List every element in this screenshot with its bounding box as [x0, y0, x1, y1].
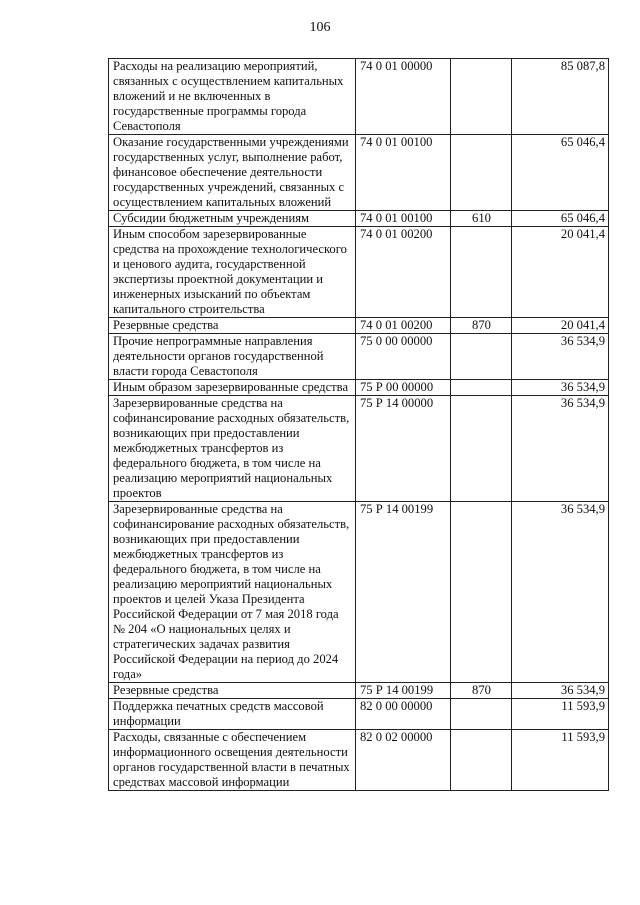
expense-name-cell: Прочие непрограммные направления деятельности органов государственной власти города Севастополя	[109, 334, 356, 380]
page-number: 106	[309, 20, 331, 35]
target-code-cell: 75 Р 00 00000	[356, 380, 451, 396]
table-row	[109, 227, 609, 318]
amount-cell: 36 534,9	[512, 380, 609, 396]
expense-type-cell	[451, 380, 512, 396]
expense-type-cell	[451, 135, 512, 211]
amount-cell: 36 534,9	[512, 334, 609, 380]
amount-cell: 85 087,8	[512, 59, 609, 135]
amount-cell: 65 046,4	[512, 135, 609, 211]
table-row	[109, 683, 609, 699]
table-row	[109, 380, 609, 396]
expense-type-cell	[451, 699, 512, 730]
table-row	[109, 135, 609, 211]
target-code-cell: 75 Р 14 00199	[356, 683, 451, 699]
expense-name-cell: Субсидии бюджетным учреждениям	[109, 211, 356, 227]
expense-name-cell: Расходы на реализацию мероприятий, связанных с осуществлением капитальных вложений и не включенных в государственные программы города Севастополя	[109, 59, 356, 135]
amount-cell: 36 534,9	[512, 396, 609, 502]
expense-name-cell: Иным способом зарезервированные средства на прохождение технологического и ценового аудита, государственной экспертизы проектной документации и инженерных изысканий по объектам капитального строительства	[109, 227, 356, 318]
target-code-cell: 74 0 01 00100	[356, 135, 451, 211]
target-code-cell: 74 0 01 00200	[356, 318, 451, 334]
amount-cell: 20 041,4	[512, 318, 609, 334]
target-code-cell: 74 0 01 00000	[356, 59, 451, 135]
target-code-cell: 74 0 01 00200	[356, 227, 451, 318]
table-row	[109, 502, 609, 683]
table-row	[109, 730, 609, 791]
amount-cell: 65 046,4	[512, 211, 609, 227]
budget-table	[108, 58, 609, 791]
expense-name-cell: Оказание государственными учреждениями государственных услуг, выполнение работ, финансовое обеспечение деятельности государственных учреждений, связанных с осуществлением капитальных вложений	[109, 135, 356, 211]
amount-cell: 11 593,9	[512, 699, 609, 730]
table-row	[109, 699, 609, 730]
target-code-cell: 75 Р 14 00000	[356, 396, 451, 502]
table-row	[109, 334, 609, 380]
expense-name-cell: Расходы, связанные с обеспечением информационного освещения деятельности органов государственной власти в печатных средствах массовой информации	[109, 730, 356, 791]
expense-name-cell: Поддержка печатных средств массовой информации	[109, 699, 356, 730]
expense-type-cell	[451, 730, 512, 791]
target-code-cell: 75 0 00 00000	[356, 334, 451, 380]
expense-type-cell	[451, 227, 512, 318]
expense-name-cell: Зарезервированные средства на софинансирование расходных обязательств, возникающих при предоставлении межбюджетных трансфертов из федерального бюджета, в том числе на реализацию мероприятий национальных проектов	[109, 396, 356, 502]
amount-cell: 20 041,4	[512, 227, 609, 318]
budget-table-body	[109, 59, 609, 791]
target-code-cell: 74 0 01 00100	[356, 211, 451, 227]
expense-type-cell: 870	[451, 683, 512, 699]
expense-type-cell: 610	[451, 211, 512, 227]
table-row	[109, 396, 609, 502]
expense-name-cell: Зарезервированные средства на софинансирование расходных обязательств, возникающих при предоставлении межбюджетных трансфертов из федерального бюджета, в том числе на реализацию мероприятий национальных проектов и целей Указа Президента Российской Федерации от 7 мая 2018 года № 204 «О национальных целях и стратегических задачах развития Российской Федерации на период до 2024 года»	[109, 502, 356, 683]
amount-cell: 36 534,9	[512, 502, 609, 683]
table-row	[109, 318, 609, 334]
expense-type-cell	[451, 396, 512, 502]
target-code-cell: 75 Р 14 00199	[356, 502, 451, 683]
target-code-cell: 82 0 02 00000	[356, 730, 451, 791]
expense-name-cell: Резервные средства	[109, 683, 356, 699]
table-row	[109, 59, 609, 135]
amount-cell: 36 534,9	[512, 683, 609, 699]
expense-type-cell	[451, 59, 512, 135]
expense-name-cell: Резервные средства	[109, 318, 356, 334]
target-code-cell: 82 0 00 00000	[356, 699, 451, 730]
expense-type-cell: 870	[451, 318, 512, 334]
expense-name-cell: Иным образом зарезервированные средства	[109, 380, 356, 396]
table-row	[109, 211, 609, 227]
expense-type-cell	[451, 502, 512, 683]
expense-type-cell	[451, 334, 512, 380]
amount-cell: 11 593,9	[512, 730, 609, 791]
